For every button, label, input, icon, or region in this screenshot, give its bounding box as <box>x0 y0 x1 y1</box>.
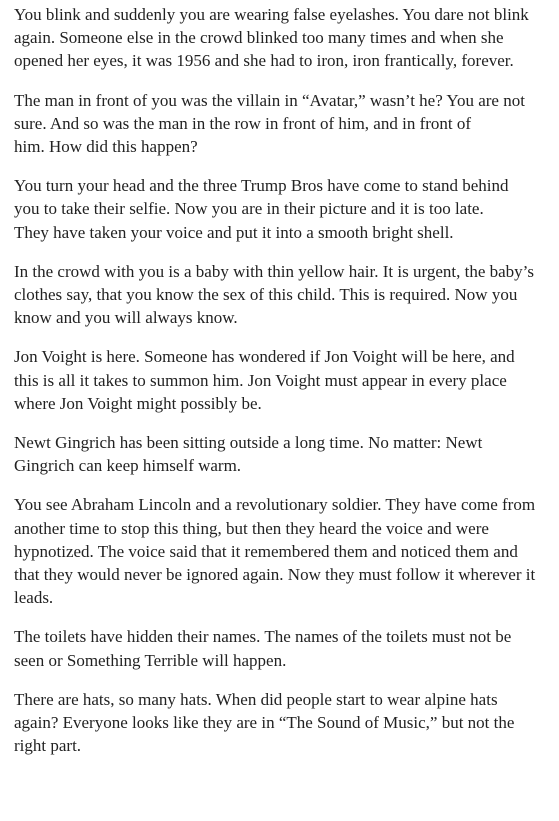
paragraph-abraham-lincoln: You see Abraham Lincoln and a revolutionary soldier. They have come from another time to stop this thing, but then they heard the voice and were hypnotized. The voice said that it remembered them and noticed them and that they would never be ignored again. Now they must follow it wherever it leads. <box>14 495 536 608</box>
paragraph-baby: In the crowd with you is a baby with thin yellow hair. It is urgent, the baby’s clothes say, that you know the sex of this child. This is required. Now you know and you will always know. <box>14 261 534 328</box>
paragraph-newt-gingrich: Newt Gingrich has been sitting outside a long time. No matter: Newt Gingrich can keep himself warm. <box>14 433 483 476</box>
paragraph-toilets: The toilets have hidden their names. The names of the toilets must not be seen or Something Terrible will happen. <box>14 627 512 670</box>
paragraph-hats: There are hats, so many hats. When did people start to wear alpine hats again? Everyone looks like they are in “The Sound of Music,” but not the right part. <box>14 689 515 756</box>
paragraph-avatar-villain: The man in front of you was the villain in “Avatar,” wasn’t he? You are not sure. And so was the man in the row in front of him, and in front of him. How did this happen? <box>14 90 525 157</box>
paragraph-trump-bros: You turn your head and the three Trump Bros have come to stand behind you to take their selfie. Now you are in their picture and it is too late. They have taken your voice and put it into a smooth bright shell. <box>14 176 509 242</box>
paragraph-jon-voight: Jon Voight is here. Someone has wondered if Jon Voight will be here, and this is all it takes to summon him. Jon Voight must appear in every place where Jon Voight might possibly be. <box>14 347 515 413</box>
paragraph-eyelashes: You blink and suddenly you are wearing false eyelashes. You dare not blink again. Someone else in the crowd blinked too many times and when she opened her eyes, it was 1956 and she had to iron, iron frantically, forever. <box>14 5 529 71</box>
